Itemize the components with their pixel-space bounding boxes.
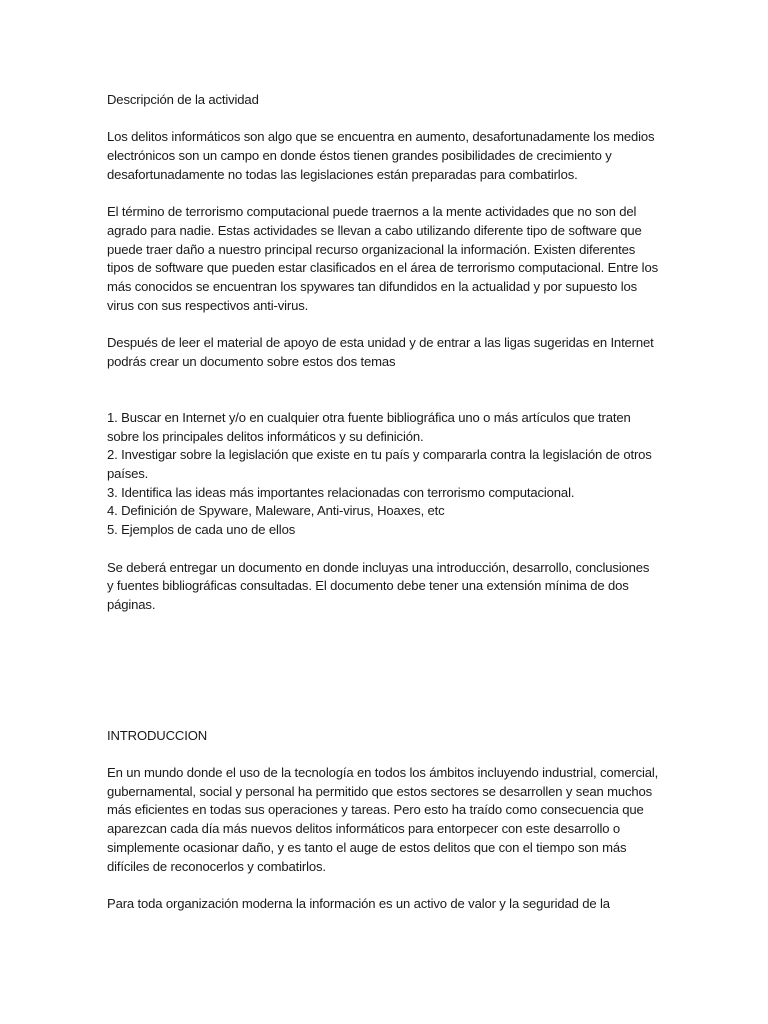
introduction-paragraph: En un mundo donde el uso de la tecnología en todos los ámbitos incluyendo industrial, comercial, gubernamental, social y personal ha permitido que estos sectores se desarrollen y sean muchos más eficientes en todas sus operaciones y tareas. Pero esto ha traído como consecuencia que aparezcan cada día más nuevos delitos informáticos para entorpecer con este desarrollo o simplemente ocasionar daño, y es tanto el auge de estos delitos que con el tiempo son más difíciles de reconocerlos y combatirlos. — [107, 765, 659, 874]
spacer — [107, 372, 659, 409]
spacer — [107, 315, 659, 334]
spacer — [107, 615, 659, 727]
introduction-paragraph: Para toda organización moderna la información es un activo de valor y la seguridad de la — [107, 895, 610, 911]
task-item: 2. Investigar sobre la legislación que existe en tu país y compararla contra la legislación de otros países. — [107, 447, 652, 481]
task-list — [107, 409, 659, 540]
deliverable-paragraph: Se deberá entregar un documento en donde incluyas una introducción, desarrollo, conclusiones y fuentes bibliográficas consultadas. El documento debe tener una extensión mínima de dos páginas. — [107, 559, 650, 612]
introduction-title: INTRODUCCION — [107, 727, 208, 743]
spacer — [107, 540, 659, 559]
spacer — [107, 876, 659, 895]
spacer — [107, 110, 659, 129]
activity-paragraph: Los delitos informáticos son algo que se encuentra en aumento, desafortunadamente los medios electrónicos son un campo en donde éstos tienen grandes posibilidades de crecimiento y desafortunadamente no todas las legislaciones están preparadas para combatirlos. — [107, 129, 655, 182]
document-page — [107, 91, 659, 914]
task-item: 5. Ejemplos de cada uno de ellos — [107, 522, 296, 538]
activity-title: Descripción de la actividad — [107, 92, 259, 107]
spacer — [107, 745, 659, 764]
activity-paragraph: El término de terrorismo computacional puede traernos a la mente actividades que no son del agrado para nadie. Estas actividades se llevan a cabo utilizando diferente tipo de software que puede traer daño a nuestro principal recurso organizacional la información. Existen diferentes tipos de software que pueden estar clasificados en el área de terrorismo computacional. Entre los más conocidos se encuentran los spywares tan difundidos en la actualidad y por supuesto los virus con sus respectivos anti-virus. — [107, 204, 658, 313]
spacer — [107, 185, 659, 204]
task-item: 3. Identifica las ideas más importantes relacionadas con terrorismo computacional. — [107, 484, 575, 500]
task-item: 1. Buscar en Internet y/o en cualquier otra fuente bibliográfica uno o más artículos que traten sobre los principales delitos informáticos y su definición. — [107, 409, 631, 444]
activity-paragraph: Después de leer el material de apoyo de esta unidad y de entrar a las ligas sugeridas en Internet podrás crear un documento sobre estos dos temas — [107, 335, 654, 369]
task-item: 4. Definición de Spyware, Maleware, Anti-virus, Hoaxes, etc — [107, 503, 445, 519]
